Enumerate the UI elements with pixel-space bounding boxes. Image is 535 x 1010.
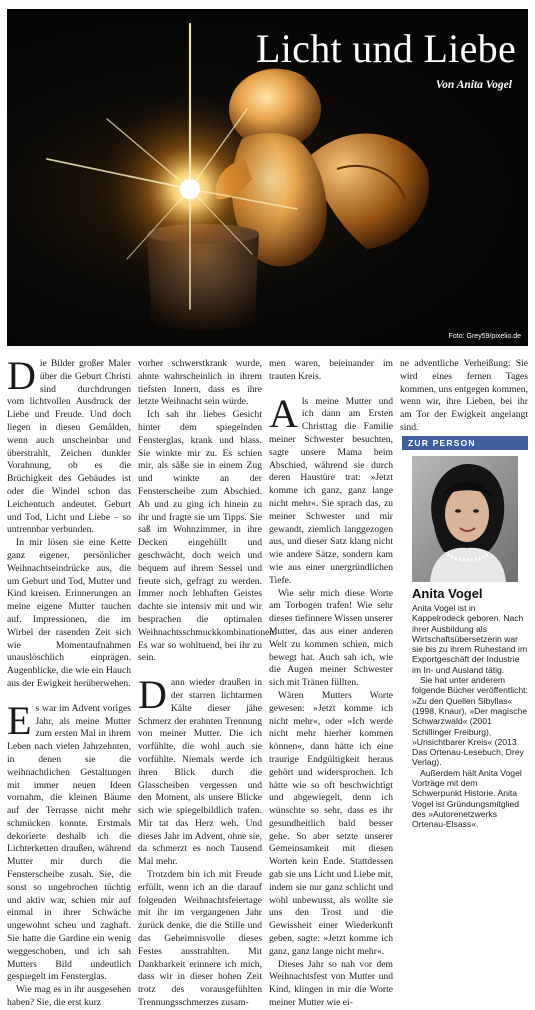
article-column-3: [269, 358, 393, 1010]
paragraph: Wären Mutters Worte gewesen: »Jetzt komme ich nicht mehr«, oder »Ich werde nicht mehr hierher kommen können«, dann hätte ich eine traurige Endgültigkeit heraus gehört und widersprochen. Ich hätte wie so oft beschwichtigt und abgewiegelt, denn ich wünschte so sehr, dass es ihr gesundheitlich bald besser gehe. So aber setzte unserer Gemeinsamkeit mit diesen Worten kein Ende. Stattdessen gab sie uns Licht und Liebe mit, indem sie nur ganz schlicht und wohl unbewusst, als wollte sie uns den Trost und die Gewissheit einer Wiederkunft geben, sagte: »Jetzt komme ich ganz, ganz lange nicht mehr«.: [269, 689, 393, 957]
paragraph: Es war im Advent voriges Jahr, als meine Mutter zum ersten Mal in ihrem Leben nach vielen Jahrzehnten, in denen sie die weihnachtlichen Gestaltungen mit immer neuen Ideen vornahm, die kleinen Bäume auf der Terrasse nicht mehr schmücken konnte. Erstmals dekorierte deshalb ich die Lichterketten draußen, während Mutter mir durch die Fensterscheibe zusah. Sie, die sonst so ungebrochen tüchtig und aktiv war, schien mir auf einmal in ihrer Schwäche ungewohnt scheu und zaghaft. Sie hatte die Gardine ein wenig weggeschoben, und ich sah Mutters Bild undeutlich gespiegelt im Fensterglas.: [7, 697, 131, 983]
paragraph: ne adventliche Verheißung: Sie wird eines fernen Tages kommen, uns entgegen kommen, wenn wir, ihre Lieben, bei ihr am Tor der Ewigkeit angelangt sind.: [400, 358, 528, 433]
drop-cap: D: [138, 672, 167, 718]
angel-wing: [307, 134, 429, 249]
person-box-header: [402, 436, 528, 450]
paragraph: Wie sehr mich diese Worte am Torbogen trafen! Wie sehr dieses tiefinnere Wissen unserer Mutter, das aus einer anderen Welt zu kommen schien, mich bewegt hat. Auch sah ich, wie die Augen meiner Schwester sich mit Tränen füllten.: [269, 587, 393, 689]
person-bio: [412, 603, 528, 830]
person-box-label: ZUR PERSON: [408, 438, 476, 448]
paragraph: Die Bilder großer Maler über die Geburt Christi sind durchdrungen vom lichtvollen Ausdruck der Liebe und Freude. Und doch liegen in diesen Gemälden, wenn auch unscheinbar und überstrahlt, Zeichen dunkler Vorahnung, ob es die Brüchigkeit des Gebäudes ist oder die Windel schon das Leichentuch andeutet. Geburt und Tod, Licht und Liebe – so untrennbar verbunden.: [7, 353, 131, 536]
byline: Von Anita Vogel: [435, 79, 512, 91]
paragraph: Ich sah ihr liebes Gesicht hinter dem spiegelnden Fensterglas, krank und blass. Sie winkte mir zu. Es schien mir, als säße sie in einem Zug und winkte an der Fensterscheibe zum Abschied. Ab und zu ging ich hinein zu ihr und fragte sie um Tipps. Sie saß im Wohnzimmer, in ihre Decken eingehüllt und geschwächt, doch weich und bequem auf ihrem Sessel und freute sich, gefragt zu werden. Immer noch lebhaften Geistes dachte sie intensiv mit und wir besprachen die optimalen Weihnachtsschmuckkombinationen. Es war so wohltuend, bei ihr zu sein.: [138, 409, 277, 664]
paragraph: Dieses Jahr so nah vor dem Weihnachtsfest von Mutter und Kind, klingen in mir die Worte meiner Mutter wie ei-: [269, 958, 393, 1009]
photo-credit: Foto: Grey59/pixelio.de: [448, 333, 521, 340]
drop-cap: A: [269, 390, 298, 436]
article-column-2: [138, 358, 277, 1010]
article-column-1: [7, 353, 131, 1010]
paragraph: Trotzdem bin ich mit Freude erfüllt, wenn ich an die darauf folgenden Weihnachtsfeiertage mit ihr im vergangenen Jahr zurück denke, die die Stille und das Geheimnisvolle dieses Festes ausstrahlten. Mit Dankbarkeit erinnere ich mich, dass wir in dieser hohen Zeit trotz des vorausgefühlten Trennungsschmerzes zusam-: [138, 869, 262, 1009]
paragraph: Dann wieder draußen in der starren lichtarmen Kälte dieser jähe Schmerz der erahnten Trennung von meiner Mutter. Die ich vorfühlte, die wohl auch sie vorfühlte. Niemals werde ich ihren Blick durch die Glasscheiben vergessen und den Moment, als unsere Blicke sich wie spiegelbildlich trafen. Mir tat das Herz weh. Und dieses Jahr im Advent, ohne sie, da schmerzt es noch Tausend Mal mehr.: [138, 672, 262, 868]
paragraph: Außerdem hält Anita Vogel Vorträge mit dem Schwerpunkt Historie. Anita Vogel ist Gründungsmitglied des »Autorenetzwerks Ortenau-Elsass«.: [412, 767, 522, 830]
paragraph: vorher schwerstkrank wurde, ahnte wahrscheinlich in ihrem tiefsten Innern, dass es ihre letzte Weihnacht sein würde.: [138, 358, 262, 408]
paragraph: men waren, beieinander im trauten Kreis.: [269, 358, 393, 382]
author-portrait: [412, 456, 518, 582]
drop-cap: D: [7, 353, 36, 398]
headline: Licht und Liebe: [256, 26, 516, 71]
paragraph: In mir lösen sie eine Kette ganz eigener, persönlicher Weihnachtseindrücke aus, die um Geburt und Tod, Mutter und Kind kreisen. Erinnerungen an meine eigene Mutter tauchen auf. Impressionen, die im Wirbel der rasenden Zeit sich wie Momentaufnahmen unauslöschlich einprägen. Augenblicke, die wie ein Hauch aus der Ewigkeit herüberwehen.: [7, 537, 131, 689]
person-name: Anita Vogel: [412, 586, 483, 601]
hero-photo: [7, 9, 528, 346]
paragraph: Wie mag es in ihr ausgesehen haben? Sie, die erst kurz: [7, 984, 131, 1009]
article-column-4: [400, 358, 528, 435]
face: [445, 486, 489, 542]
paragraph: Sie hat unter anderem folgende Bücher veröffentlicht: »Zu den Quellen Sibyllas« (1998, Knaur), »Der magische Schwarzwald« (2001 Schillinger Freiburg), »Unsichtbarer Kreis« (2013 Das Ortenau-Lesebuch, Drey Verlag).: [412, 675, 528, 768]
paragraph: Anita Vogel ist in Kappelrodeck geboren. Nach ihrer Ausbildung als Wirtschaftsübersetzerin war sie bis zu ihrem Ruhestand im Exportgeschäft der Industrie im In- und Ausland tätig.: [412, 603, 528, 675]
drop-cap: E: [7, 697, 32, 743]
candle-flame: [180, 179, 200, 199]
paragraph: Als meine Mutter und ich dann am Ersten Christtag die Familie meiner Schwester besuchten, sagte unsere Mama beim Abschied, während sie durch deren Haustüre trat: »Jetzt komme ich ganz, ganz lange nicht mehr«. Sie sprach das, zu meiner Schwester und mir gewandt, ziemlich langgezogen aus, und dieser Satz klang nicht wie andere Sätze, sondern kam wie aus einer unergründlichen Tiefe.: [269, 390, 393, 586]
